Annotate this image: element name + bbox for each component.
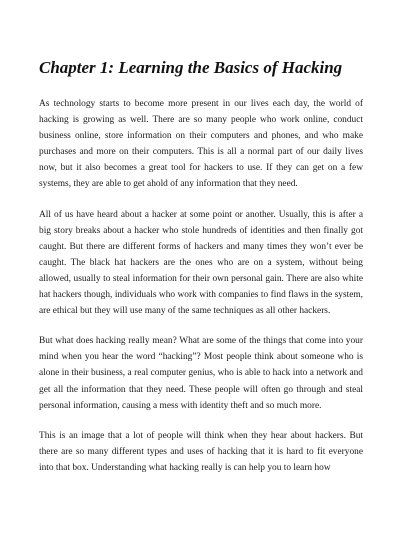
paragraph: But what does hacking really mean? What are some of the things that come into your mind when you hear the word “hacking”? Most people think about someone who is alone in their business, a real computer genius, who is able to hack into a network and get all the information that they need. These people will often go through and steal personal information, causing a mess with identity theft and so much more. [39, 336, 363, 411]
paragraph: As technology starts to become more present in our lives each day, the world of hacking is growing as well. There are so many people who work online, conduct business online, store information on their computers and phones, and who make purchases and more on their computers. This is all a normal part of our daily lives now, but it also becomes a great tool for hackers to use. If they can get on a few systems, they are able to get ahold of any information that they need. [39, 99, 363, 190]
body-text [39, 96, 363, 490]
chapter-title: Chapter 1: Learning the Basics of Hacking [39, 58, 343, 77]
paragraph: All of us have heard about a hacker at some point or another. Usually, this is after a big story breaks about a hacker who stole hundreds of identities and then finally got caught. But there are different forms of hackers and many times they won’t ever be caught. The black hat hackers are the ones who are on a system, without being allowed, usually to steal information for their own personal gain. There are also white hat hackers though, individuals who work with companies to find flaws in the system, are ethical but they will use many of the same techniques as all other hackers. [39, 209, 363, 317]
paragraph: This is an image that a lot of people will think when they hear about hackers. But there are so many different types and uses of hacking that it is hard to fit everyone into that box. Understanding what hacking really is can help you to learn how [39, 430, 363, 473]
